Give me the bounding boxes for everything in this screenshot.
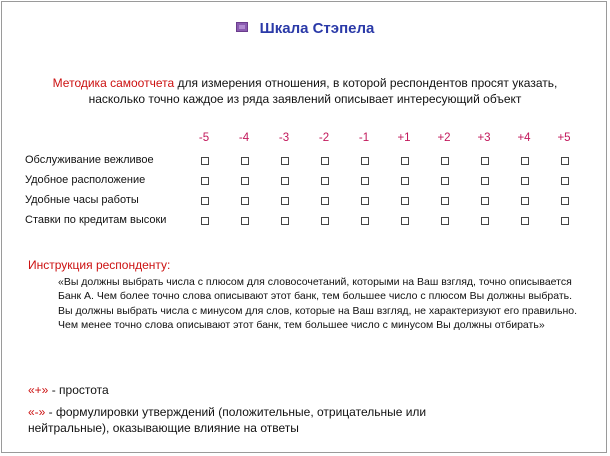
intro-text — [10, 75, 600, 107]
scale-checkbox[interactable] — [241, 217, 249, 225]
scale-checkbox[interactable] — [321, 217, 329, 225]
scale-value: -5 — [198, 132, 210, 144]
item-label: Удобные часы работы — [25, 194, 139, 206]
scale-checkbox[interactable] — [521, 217, 529, 225]
minus-text: - формулировки утверждений (положительные, отрицательные или нейтральные), оказывающие влияние на ответы — [28, 405, 427, 435]
scale-value: -3 — [278, 132, 290, 144]
intro-rest: для измерения отношения, в которой респондентов просят указать, — [174, 76, 558, 90]
instruction-paragraph: Вы должны выбрать числа с минусом для слов, которые на Ваш взгляд, не характеризуют его правильно. Чем менее точно слова описывают этот банк, тем большее число с минусом Вы должны отбирать» — [58, 305, 578, 331]
note-plus — [28, 383, 109, 397]
scale-checkbox[interactable] — [441, 177, 449, 185]
item-label: Обслуживание вежливое — [25, 154, 154, 166]
scale-checkbox[interactable] — [441, 217, 449, 225]
scale-checkbox[interactable] — [481, 217, 489, 225]
scale-checkbox[interactable] — [201, 217, 209, 225]
plus-symbol: «+» — [28, 383, 49, 397]
scale-checkbox[interactable] — [521, 177, 529, 185]
item-label: Ставки по кредитам высоки — [25, 214, 167, 226]
plus-text: - простота — [48, 383, 109, 397]
scale-checkbox[interactable] — [281, 157, 289, 165]
instruction-paragraph: «Вы должны выбрать числа с плюсом для словосочетаний, которыми на Ваш взгляд, точно описывается Банк А. Чем более точно слова описывают этот банк, тем большее число с плюсом Вы должны выбрать. — [58, 276, 573, 302]
scale-checkbox[interactable] — [321, 177, 329, 185]
scale-value: +3 — [477, 132, 491, 144]
scale-checkbox[interactable] — [361, 177, 369, 185]
scale-checkbox[interactable] — [361, 157, 369, 165]
note-minus — [28, 404, 498, 436]
scale-row — [25, 194, 585, 210]
scale-checkbox[interactable] — [521, 157, 529, 165]
scale-value: +4 — [517, 132, 531, 144]
scale-header — [0, 132, 610, 148]
scale-checkbox[interactable] — [481, 157, 489, 165]
scale-checkbox[interactable] — [401, 157, 409, 165]
scale-checkbox[interactable] — [521, 197, 529, 205]
instruction-title: Инструкция респонденту: — [28, 258, 171, 272]
scale-checkbox[interactable] — [441, 197, 449, 205]
scale-checkbox[interactable] — [441, 157, 449, 165]
scale-value: -4 — [238, 132, 250, 144]
scale-checkbox[interactable] — [241, 177, 249, 185]
scale-checkbox[interactable] — [281, 197, 289, 205]
scale-checkbox[interactable] — [321, 157, 329, 165]
scale-value: -1 — [358, 132, 370, 144]
scale-checkbox[interactable] — [281, 217, 289, 225]
scale-checkbox[interactable] — [241, 197, 249, 205]
scale-checkbox[interactable] — [561, 177, 569, 185]
scale-checkbox[interactable] — [241, 157, 249, 165]
intro-highlight: Методика самоотчета — [52, 76, 175, 90]
scale-checkbox[interactable] — [281, 177, 289, 185]
bullet-square-icon — [236, 22, 248, 32]
scale-checkbox[interactable] — [201, 197, 209, 205]
scale-checkbox[interactable] — [561, 217, 569, 225]
scale-value: -2 — [318, 132, 330, 144]
scale-value: +2 — [437, 132, 451, 144]
scale-checkbox[interactable] — [561, 157, 569, 165]
scale-value: +5 — [557, 132, 571, 144]
scale-checkbox[interactable] — [561, 197, 569, 205]
scale-checkbox[interactable] — [361, 217, 369, 225]
scale-checkbox[interactable] — [201, 177, 209, 185]
scale-checkbox[interactable] — [201, 157, 209, 165]
scale-checkbox[interactable] — [481, 177, 489, 185]
page-title: Шкала Стэпела — [259, 20, 375, 37]
item-label: Удобное расположение — [25, 174, 146, 186]
scale-checkbox[interactable] — [361, 197, 369, 205]
title-row — [0, 20, 610, 37]
scale-row — [25, 174, 585, 190]
scale-checkbox[interactable] — [401, 217, 409, 225]
intro-line2: насколько точно каждое из ряда заявлений описывает интересующий объект — [88, 92, 522, 106]
scale-checkbox[interactable] — [401, 177, 409, 185]
scale-row — [25, 214, 585, 230]
minus-symbol: «-» — [28, 405, 46, 419]
instruction-body — [58, 276, 578, 334]
scale-value: +1 — [397, 132, 411, 144]
scale-row — [25, 154, 585, 170]
scale-checkbox[interactable] — [481, 197, 489, 205]
scale-checkbox[interactable] — [401, 197, 409, 205]
scale-checkbox[interactable] — [321, 197, 329, 205]
